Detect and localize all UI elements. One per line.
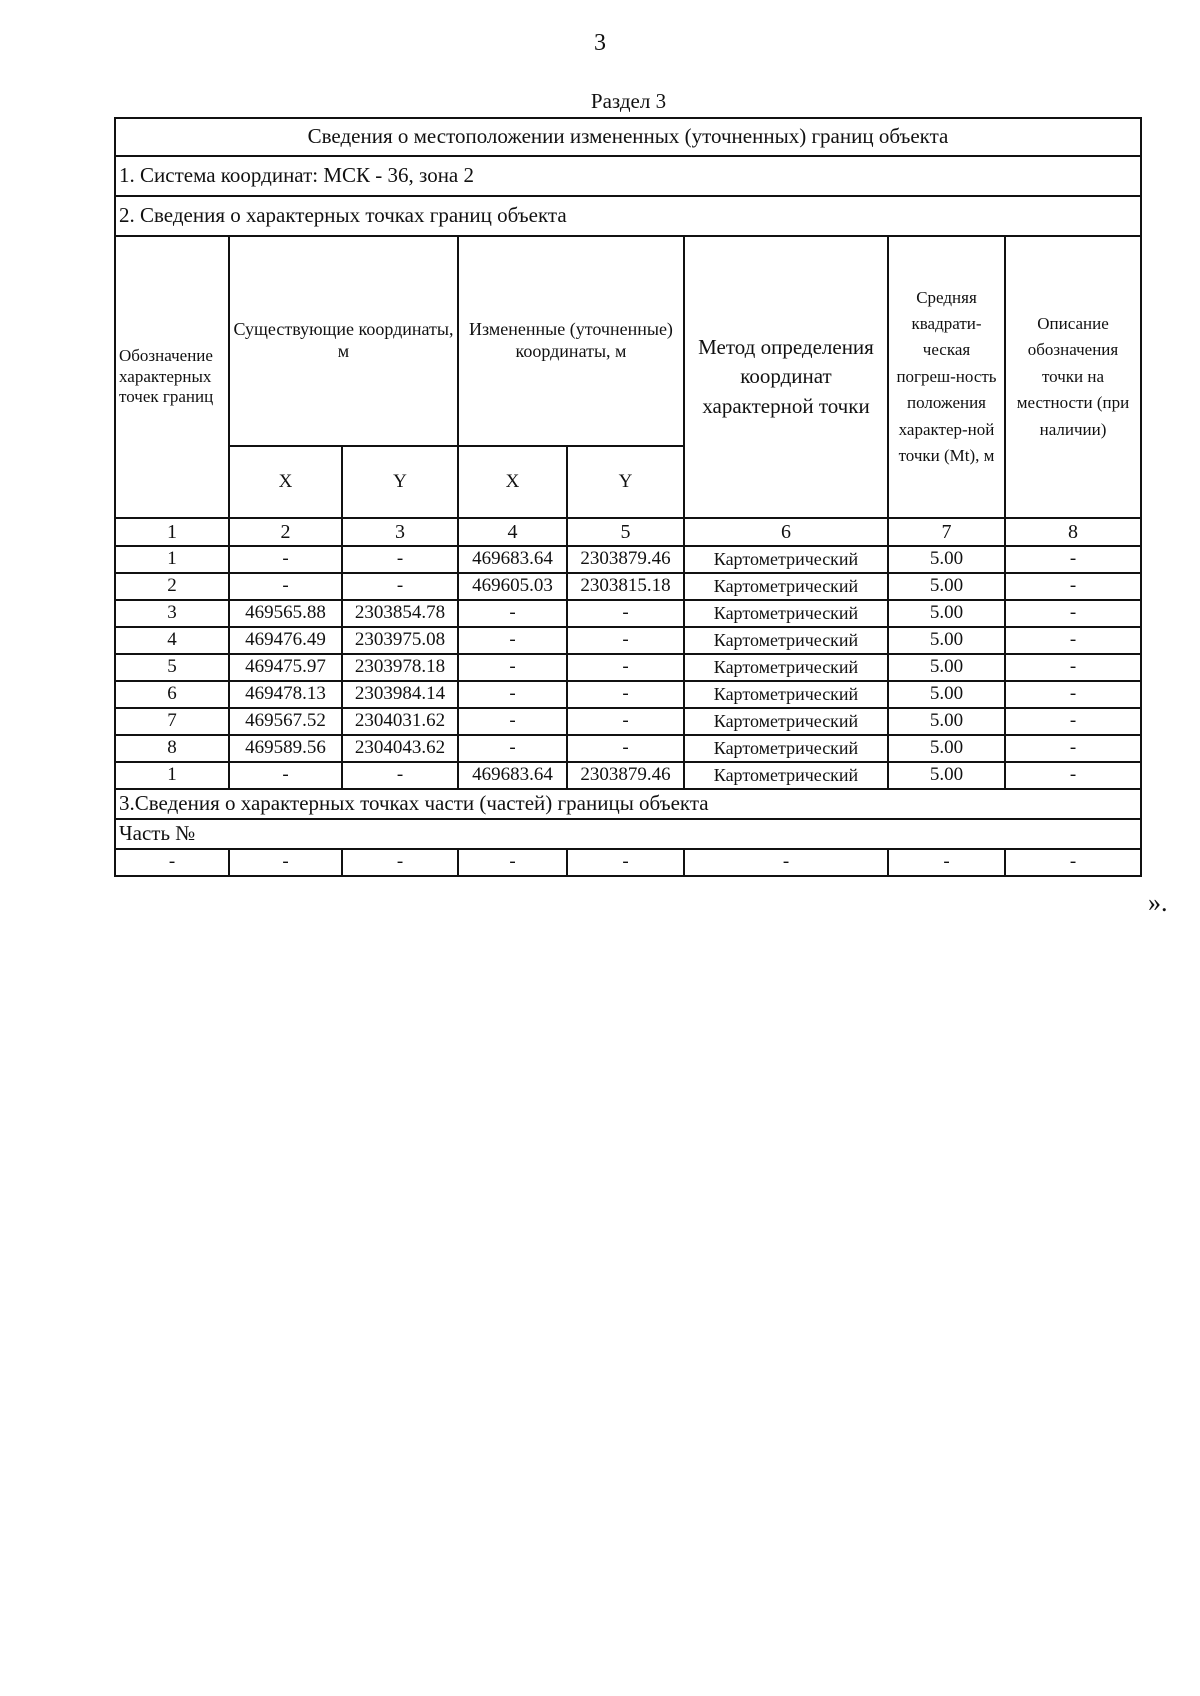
points-heading: 2. Сведения о характерных точках границ объекта [115, 196, 1141, 236]
cell-existing-y: 2304043.62 [342, 735, 458, 762]
closing-quote: ». [1148, 888, 1168, 917]
cell-rms-error: 5.00 [888, 654, 1005, 681]
part-cell: - [342, 849, 458, 876]
cell-rms-error: 5.00 [888, 681, 1005, 708]
table-row [115, 735, 1141, 762]
parts-heading: 3.Сведения о характерных точках части (частей) границы объекта [115, 789, 1141, 819]
cell-rms-error: 5.00 [888, 546, 1005, 573]
cell-changed-y: - [567, 708, 684, 735]
cell-description: - [1005, 681, 1141, 708]
cell-point-id: 7 [115, 708, 229, 735]
cell-description: - [1005, 627, 1141, 654]
cell-changed-x: 469605.03 [458, 573, 567, 600]
cell-changed-x: 469683.64 [458, 762, 567, 789]
cell-existing-x: 469476.49 [229, 627, 342, 654]
cell-method: Картометрический [684, 762, 888, 789]
table-row [115, 546, 1141, 573]
part-row [115, 849, 1141, 876]
table-row [115, 654, 1141, 681]
cell-existing-x: 469475.97 [229, 654, 342, 681]
table-row [115, 681, 1141, 708]
cell-point-id: 6 [115, 681, 229, 708]
header-description: Описание обозначения точки на местности (при наличии) [1005, 236, 1141, 518]
cell-changed-y: - [567, 600, 684, 627]
cell-description: - [1005, 573, 1141, 600]
cell-changed-x: - [458, 708, 567, 735]
column-number: 4 [458, 518, 567, 546]
cell-rms-error: 5.00 [888, 735, 1005, 762]
cell-existing-y: - [342, 546, 458, 573]
cell-rms-error: 5.00 [888, 762, 1005, 789]
column-number: 3 [342, 518, 458, 546]
table-row [115, 762, 1141, 789]
header-existing-x: X [229, 446, 342, 518]
cell-point-id: 8 [115, 735, 229, 762]
cell-existing-y: 2303984.14 [342, 681, 458, 708]
cell-point-id: 1 [115, 546, 229, 573]
part-cell: - [1005, 849, 1141, 876]
cell-existing-y: - [342, 762, 458, 789]
cell-method: Картометрический [684, 573, 888, 600]
header-point-designation: Обозначение характерных точек границ [115, 236, 229, 518]
header-rms-error: Средняя квадрати-ческая погреш-ность положения характер-ной точки (Mt), м [888, 236, 1005, 518]
cell-method: Картометрический [684, 681, 888, 708]
table-row [115, 600, 1141, 627]
table-row [115, 627, 1141, 654]
column-number: 2 [229, 518, 342, 546]
cell-changed-y: - [567, 654, 684, 681]
column-number: 1 [115, 518, 229, 546]
cell-existing-x: - [229, 762, 342, 789]
header-changed-y: Y [567, 446, 684, 518]
cell-existing-x: 469565.88 [229, 600, 342, 627]
cell-point-id: 5 [115, 654, 229, 681]
header-method: Метод определения координат характерной точки [684, 236, 888, 518]
column-numbers-row [115, 518, 1141, 546]
cell-existing-x: - [229, 546, 342, 573]
cell-existing-x: 469567.52 [229, 708, 342, 735]
cell-changed-x: - [458, 654, 567, 681]
cell-rms-error: 5.00 [888, 708, 1005, 735]
column-number: 5 [567, 518, 684, 546]
cell-existing-x: 469478.13 [229, 681, 342, 708]
part-cell: - [888, 849, 1005, 876]
cell-rms-error: 5.00 [888, 573, 1005, 600]
cell-existing-y: 2304031.62 [342, 708, 458, 735]
cell-rms-error: 5.00 [888, 627, 1005, 654]
cell-method: Картометрический [684, 708, 888, 735]
coordinate-system: 1. Система координат: МСК - 36, зона 2 [115, 156, 1141, 196]
table-title: Сведения о местоположении измененных (уточненных) границ объекта [115, 118, 1141, 156]
page-number: 3 [594, 30, 606, 56]
header-changed-coords: Измененные (уточненные) координаты, м [458, 236, 684, 446]
column-number: 8 [1005, 518, 1141, 546]
part-label: Часть № [115, 819, 1141, 849]
cell-changed-y: - [567, 735, 684, 762]
cell-changed-x: - [458, 681, 567, 708]
cell-description: - [1005, 762, 1141, 789]
part-cell: - [458, 849, 567, 876]
cell-existing-y: - [342, 573, 458, 600]
cell-description: - [1005, 708, 1141, 735]
header-existing-coords: Существующие координаты, м [229, 236, 458, 446]
cell-point-id: 3 [115, 600, 229, 627]
cell-point-id: 2 [115, 573, 229, 600]
cell-existing-y: 2303978.18 [342, 654, 458, 681]
boundary-points-table [114, 117, 1142, 877]
part-cell: - [684, 849, 888, 876]
cell-description: - [1005, 654, 1141, 681]
part-cell: - [229, 849, 342, 876]
column-number: 6 [684, 518, 888, 546]
table-row [115, 573, 1141, 600]
cell-changed-y: 2303815.18 [567, 573, 684, 600]
cell-changed-x: - [458, 600, 567, 627]
cell-changed-y: 2303879.46 [567, 762, 684, 789]
cell-changed-y: 2303879.46 [567, 546, 684, 573]
cell-existing-y: 2303975.08 [342, 627, 458, 654]
part-cell: - [115, 849, 229, 876]
cell-point-id: 4 [115, 627, 229, 654]
part-cell: - [567, 849, 684, 876]
table-row [115, 708, 1141, 735]
cell-method: Картометрический [684, 627, 888, 654]
cell-existing-x: - [229, 573, 342, 600]
header-changed-x: X [458, 446, 567, 518]
cell-existing-x: 469589.56 [229, 735, 342, 762]
cell-changed-x: - [458, 735, 567, 762]
cell-changed-x: 469683.64 [458, 546, 567, 573]
cell-point-id: 1 [115, 762, 229, 789]
cell-description: - [1005, 735, 1141, 762]
cell-description: - [1005, 600, 1141, 627]
cell-description: - [1005, 546, 1141, 573]
cell-method: Картометрический [684, 735, 888, 762]
column-number: 7 [888, 518, 1005, 546]
cell-rms-error: 5.00 [888, 600, 1005, 627]
cell-changed-x: - [458, 627, 567, 654]
cell-method: Картометрический [684, 654, 888, 681]
cell-changed-y: - [567, 681, 684, 708]
cell-method: Картометрический [684, 546, 888, 573]
header-existing-y: Y [342, 446, 458, 518]
section-title: Раздел 3 [590, 89, 667, 113]
cell-existing-y: 2303854.78 [342, 600, 458, 627]
cell-changed-y: - [567, 627, 684, 654]
cell-method: Картометрический [684, 600, 888, 627]
